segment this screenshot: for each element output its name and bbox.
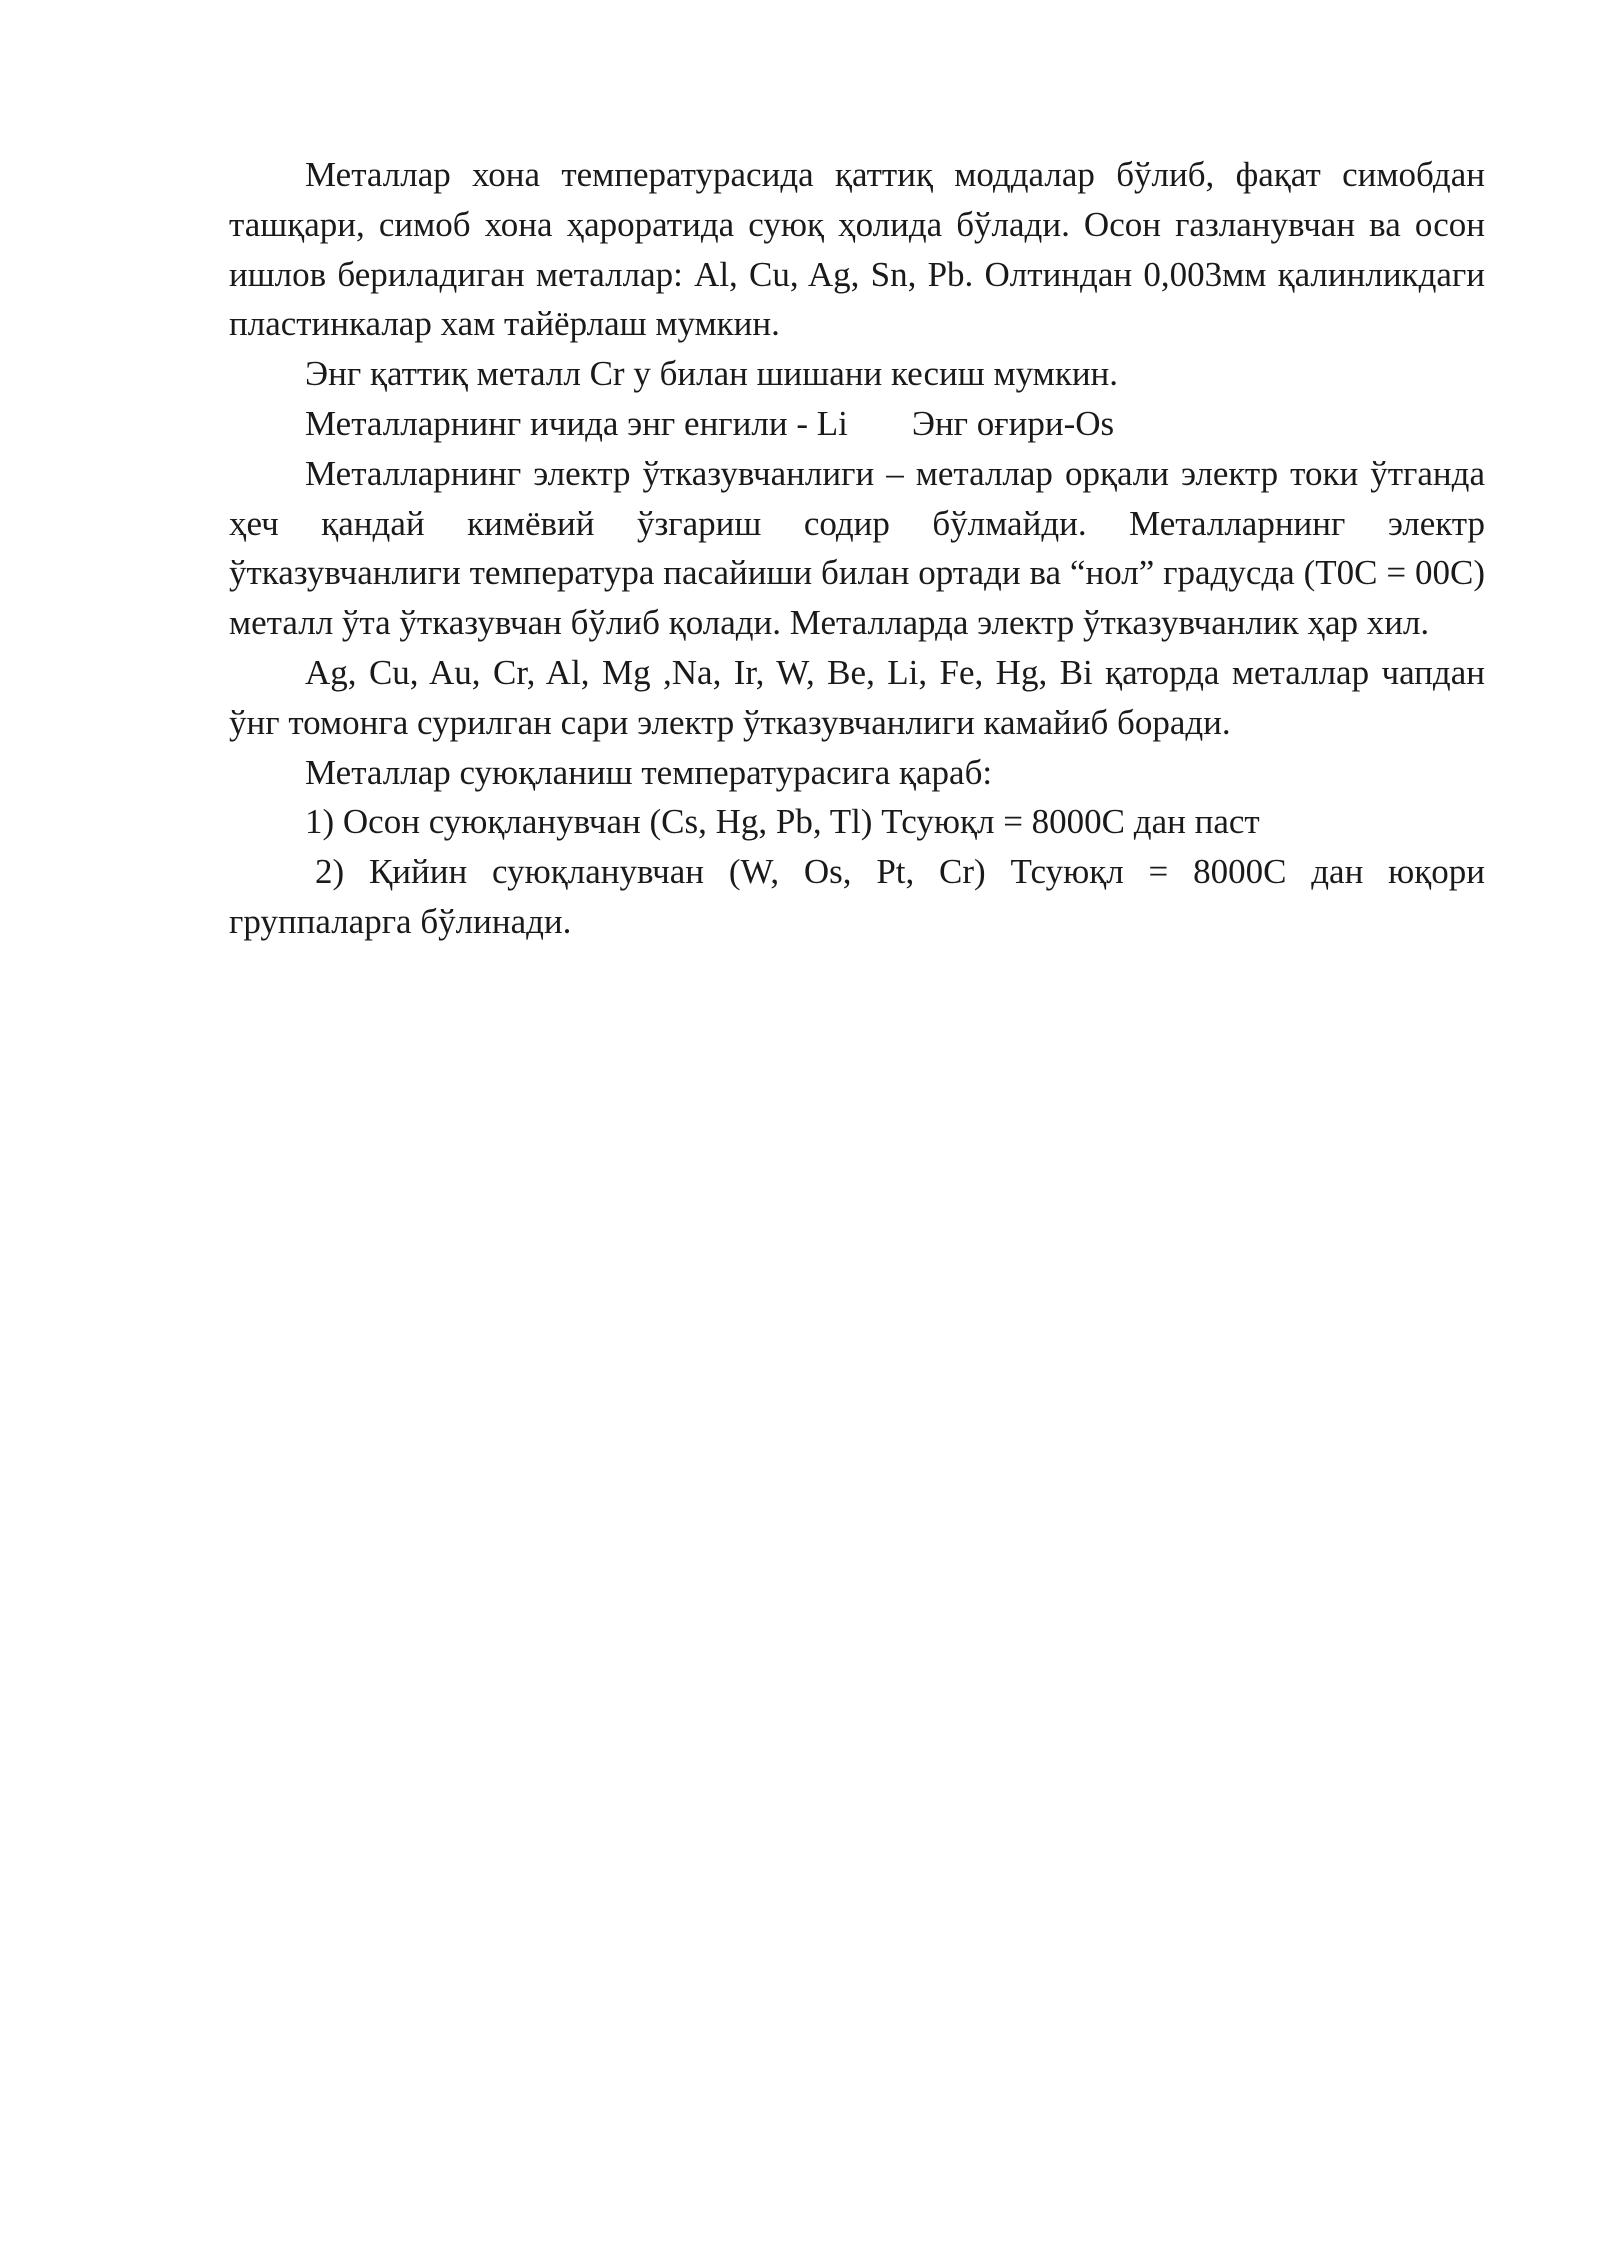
paragraph-hardest-metal: Энг қаттиқ металл Cr у билан шишани кесиш мумкин. (305, 354, 1119, 394)
paragraph-conductivity: Металларнинг электр ўтказувчанлиги – металлар орқали электр токи ўтганда ҳеч қандай кимёвий ўзгариш содир бўлмайди. Металларнинг электр ўтказувчанлиги температура пасайиши билан ортади ва “нол” градусда (Т0С = 00С) металл ўта ўтказувчан бўлиб қолади. Металларда электр ўтказувчанлик ҳар хил. (229, 453, 1485, 643)
paragraph-high-melting: 2) Қийин суюқланувчан (W, Os, Pt, Cr) Тсуюқл = 8000C дан юқори группаларга бўлинади. (229, 852, 1485, 941)
lightest-metal-text: Металларнинг ичида энг енгили - Li (305, 403, 848, 443)
paragraph-low-melting: 1) Осон суюқланувчан (Cs, Hg, Pb, Tl) Тсуюқл = 8000C дан паст (305, 802, 1260, 842)
heaviest-metal-text: Энг оғири-Os (911, 403, 1115, 443)
paragraph-metals-state: Металлар хона температурасида қаттиқ моддалар бўлиб, фақат симобдан ташқари, симоб хона ҳароратида суюқ ҳолида бўлади. Осон газланувчан ва осон ишлов бериладиган металлар: Al, Cu, Ag, Sn, Pb. Олтиндан 0,003мм қалинликдаги пластинкалар хам тайёрлаш мумкин. (229, 155, 1485, 344)
paragraph-lightest-heaviest (229, 399, 1485, 449)
paragraph-melting-intro: Металлар суюқланиш температурасига қараб: (305, 752, 993, 792)
paragraph-conductivity-series: Ag, Cu, Au, Cr, Al, Mg ,Na, Ir, W, Be, Li, Fe, Hg, Bi қаторда металлар чапдан ўнг томонга сурилган сари электр ўтказувчанлиги камайиб боради. (229, 652, 1485, 742)
document-body (229, 150, 1485, 947)
